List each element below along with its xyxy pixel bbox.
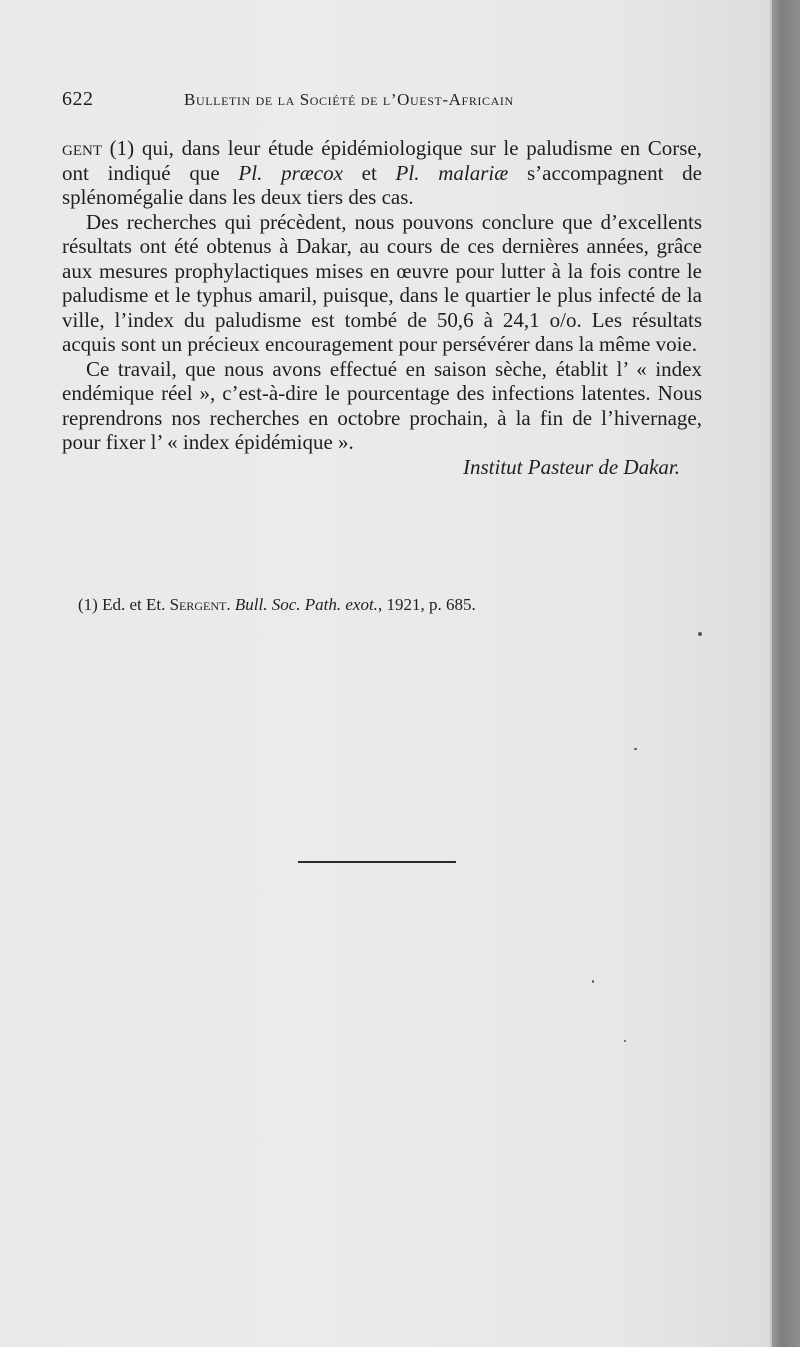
print-speck	[634, 748, 637, 750]
footnote-marker: (1) Ed. et Et.	[78, 595, 170, 614]
running-head: Bulletin de la Société de l’Ouest-Africain	[184, 90, 514, 109]
footnote-journal: Bull. Soc. Path. exot.	[234, 595, 378, 614]
paragraph-1-text-a: (1) qui, dans leur étude épidémiologique sur le paludisme en Corse, ont indiqué que	[62, 136, 702, 185]
print-speck	[624, 1040, 626, 1042]
print-speck	[592, 980, 594, 983]
paragraph-1-text-b: s’accompagnent de splénomégalie dans les deux tiers des cas.	[62, 160, 702, 209]
footnote-sep: .	[226, 595, 235, 614]
page-header	[62, 88, 702, 116]
species-name-2: Pl. malariæ	[395, 160, 509, 185]
footnote-citation: , 1921, p. 685.	[377, 595, 476, 614]
species-name-1: Pl. præcox	[238, 160, 343, 185]
footnote-author: Sergent	[169, 595, 227, 614]
body-text	[62, 136, 702, 479]
continued-word: gent	[62, 136, 102, 160]
paragraph-1	[62, 136, 702, 210]
conjunction: et	[342, 160, 396, 185]
paragraph-2: Des recherches qui précèdent, nous pouvons conclure que d’excellents résultats ont été obtenus à Dakar, au cours de ces dernières années, grâce aux mesures prophylactiques mises en œuvre pour lutter à la fois contre le paludisme et le typhus amaril, puisque, dans le quartier le plus infecté de la ville, l’index du paludisme est tombé de 50,6 à 24,1 o/o. Les résultats acquis sont un précieux encouragement pour persévérer dans la même voie.	[62, 209, 702, 356]
page-edge-shadow	[772, 0, 800, 1347]
page-number: 622	[62, 88, 94, 110]
signature: Institut Pasteur de Dakar.	[463, 454, 680, 479]
footnote	[78, 594, 698, 616]
paragraph-3: Ce travail, que nous avons effectué en saison sèche, établit l’ « index endémique réel », c’est-à-dire le pourcentage des infections latentes. Nous reprendrons nos recherches en octobre prochain, à la fin de l’hivernage, pour fixer l’ « index épidémique ».	[62, 356, 702, 454]
print-speck	[698, 632, 702, 636]
section-divider-rule	[298, 861, 456, 863]
